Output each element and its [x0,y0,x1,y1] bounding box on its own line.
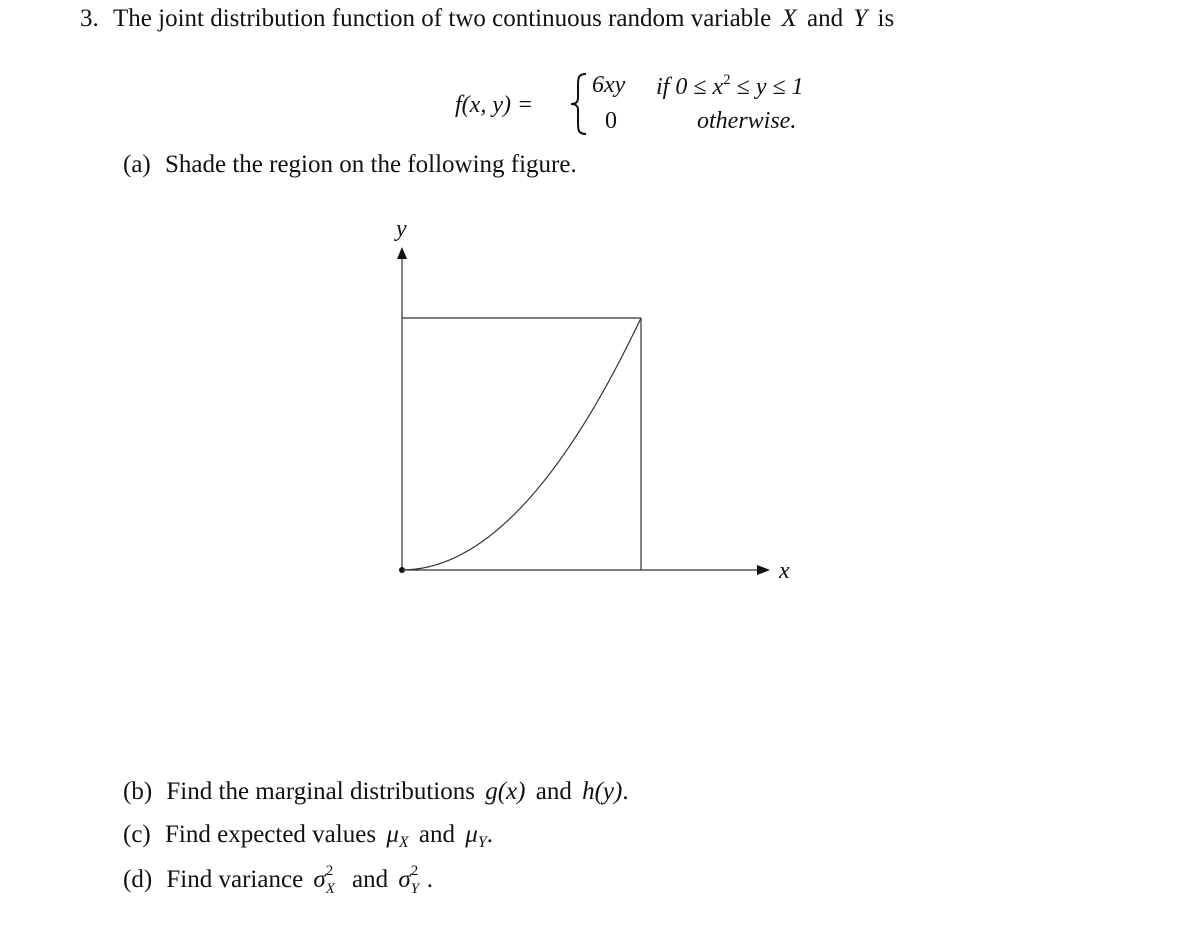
sigma-x-symbol: σ [313,866,326,893]
formula-lhs: f(x, y) = [455,92,534,118]
mu-y-symbol: μ [465,821,478,848]
part-d-end: . [426,866,433,893]
mu-x-symbol: μ [386,821,399,848]
sigma-y-exponent: 2 [410,863,419,879]
case1-math: 0 ≤ x [675,74,724,100]
case1-if: if [656,74,670,100]
sigma-y-symbol: σ [398,866,411,893]
part-d-and: and [352,866,389,893]
marginal-g: g(x) [485,778,526,805]
and-word: and [807,5,844,32]
parabola-curve [402,318,641,570]
part-c-and: and [418,821,456,848]
part-b [123,778,629,806]
part-d [123,863,433,897]
part-c-end: . [486,821,493,848]
part-b-label: (b) [123,778,153,805]
part-d-text: Find variance [166,866,304,893]
sigma-x-exponent: 2 [325,863,334,879]
part-a-label: (a) [123,151,151,178]
part-b-end: . [622,778,629,805]
sigma-y-subscript: Y [410,881,420,897]
part-b-and: and [535,778,572,805]
y-axis-arrow-icon [397,247,407,259]
part-c-label: (c) [123,821,151,848]
problem-statement [80,5,894,33]
part-a [123,151,577,179]
part-d-label: (d) [123,866,153,893]
case1-condition [656,72,804,101]
region-figure [370,205,810,595]
case1-exponent: 2 [723,72,731,88]
case2-condition: otherwise. [697,108,797,134]
mu-y-subscript: Y [477,834,487,851]
part-a-text: Shade the region on the following figure. [165,151,577,178]
marginal-h: h(y) [582,778,623,805]
sigma-x-scripts [325,863,342,897]
problem-intro: The joint distribution function of two continuous random variable [113,5,772,32]
problem-number: 3. [80,5,99,32]
x-axis-label: x [779,558,790,584]
x-axis-arrow-icon [757,565,770,575]
y-axis-label: y [396,216,407,242]
case2-value: 0 [605,108,617,134]
brace-icon [568,72,590,136]
sigma-y-scripts [410,863,427,897]
variable-x: X [781,5,797,32]
sigma-x-subscript: X [325,881,335,897]
is-word: is [877,5,895,32]
part-b-text: Find the marginal distributions [166,778,475,805]
variable-y: Y [853,5,868,32]
case1-rest: ≤ y ≤ 1 [736,74,804,100]
part-c [123,821,493,852]
mu-x-subscript: X [398,834,409,851]
part-c-text: Find expected values [165,821,377,848]
case1-value: 6xy [592,72,626,98]
